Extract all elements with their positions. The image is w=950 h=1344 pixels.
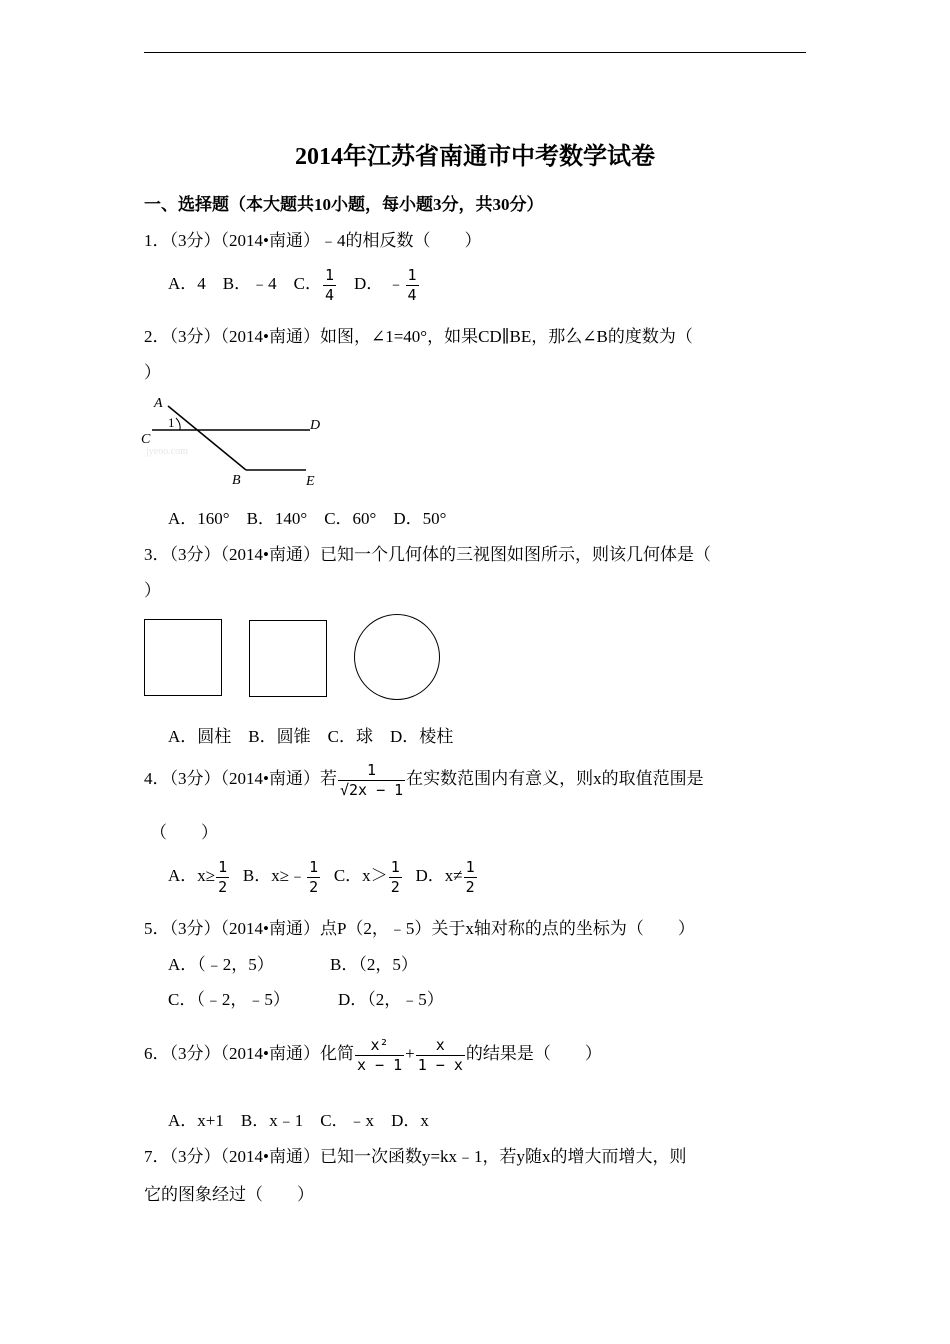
q6-plus: +	[405, 1044, 415, 1063]
q5-option-d: D．（2，﹣5）	[338, 990, 444, 1009]
q4-stem-post: 在实数范围内有意义，则x的取值范围是	[406, 769, 704, 788]
q4-option-b: B．x≥﹣	[242, 866, 307, 885]
q5-option-c: C．（﹣2，﹣5）	[168, 990, 290, 1009]
watermark: jyeoo.com	[146, 446, 188, 457]
q4-option-d: D．x≠	[415, 866, 463, 885]
q3-option-c: C．球	[327, 727, 373, 746]
question-4-stem-line1	[144, 756, 704, 802]
question-1-options	[168, 264, 420, 304]
label-b: B	[232, 473, 241, 488]
question-4-stem-line2: （ ）	[150, 823, 218, 842]
question-1-stem: 1．（3分）（2014•南通）﹣4的相反数（ ）	[144, 231, 482, 250]
q1-option-b: B．﹣4	[222, 274, 277, 293]
question-7-stem-line1: 7．（3分）（2014•南通）已知一次函数y=kx﹣1，若y随x的增大而增大，则	[144, 1147, 687, 1166]
q6-fraction-1: $\frac{\text{x²}}{x - 1}$	[356, 1035, 403, 1074]
question-6-stem	[144, 1028, 602, 1080]
q1-option-d-sign: ﹣	[387, 274, 405, 293]
label-c: C	[141, 432, 151, 447]
q4-option-c-fraction: $\frac{1}{2}$	[390, 857, 400, 896]
top-view-circle	[354, 614, 440, 700]
line-ab	[168, 406, 246, 470]
question-2-stem-line2: ）	[144, 363, 161, 382]
label-a: A	[154, 396, 163, 411]
q5-option-b: B．（2，5）	[330, 955, 418, 974]
question-2-options	[168, 504, 446, 529]
question-2-stem-line1: 2．（3分）（2014•南通）如图，∠1=40°，如果CD∥BE，那么∠B的度数为（	[144, 327, 693, 346]
question-3-stem-line1: 3．（3分）（2014•南通）已知一个几何体的三视图如图所示，则该几何体是（	[144, 545, 711, 564]
q6-option-c: C．﹣x	[320, 1111, 375, 1130]
label-e: E	[306, 474, 315, 489]
question-3-options	[168, 722, 453, 747]
q4-stem-pre: 4．（3分）（2014•南通）若	[144, 769, 337, 788]
q6-option-d: D．x	[391, 1111, 429, 1130]
question-2-figure	[138, 390, 338, 494]
q4-option-d-fraction: $\frac{1}{2}$	[465, 857, 475, 896]
question-7-stem-line2: 它的图象经过（ ）	[144, 1185, 314, 1204]
q6-option-a: A．x+1	[168, 1111, 224, 1130]
q1-option-d-fraction: $\frac{1}{4}$	[407, 265, 417, 304]
q2-option-a: A．160°	[168, 509, 230, 528]
q4-option-a-fraction: $\frac{1}{2}$	[218, 857, 228, 896]
question-4-options	[168, 856, 478, 896]
q6-stem-pre: 6．（3分）（2014•南通）化简	[144, 1044, 354, 1063]
q1-option-a: A．4	[168, 274, 206, 293]
q6-stem-post: 的结果是（ ）	[465, 1044, 602, 1063]
q4-option-a: A．x≥	[168, 866, 216, 885]
side-view-square	[249, 620, 327, 697]
q6-option-b: B．x﹣1	[240, 1111, 304, 1130]
q2-option-d: D．50°	[393, 509, 447, 528]
q1-option-c-label: C．	[293, 274, 322, 293]
front-view-square	[144, 619, 222, 696]
q2-option-c: C．60°	[324, 509, 377, 528]
question-5-stem: 5．（3分）（2014•南通）点P（2，﹣5）关于x轴对称的点的坐标为（ ）	[144, 919, 695, 938]
label-angle-1: 1	[168, 415, 175, 430]
header-rule	[144, 52, 806, 53]
q4-option-c: C．x＞	[333, 866, 388, 885]
q3-option-b: B．圆锥	[248, 727, 311, 746]
question-6-options	[168, 1106, 429, 1131]
q1-option-d-label: D．	[354, 274, 384, 293]
question-3-stem-line2: ）	[144, 581, 161, 600]
label-d: D	[310, 418, 321, 433]
section-heading: 一、选择题（本大题共10小题，每小题3分，共30分）	[144, 195, 544, 214]
q1-option-c-fraction: $\frac{1}{4}$	[324, 265, 334, 304]
q4-radical-fraction: $\frac{1}{√2x - 1}$	[339, 760, 404, 799]
q6-fraction-2: $\frac{x}{1 - x}$	[417, 1035, 463, 1074]
page-title: 2014年江苏省南通市中考数学试卷	[295, 144, 655, 170]
q3-option-a: A．圆柱	[168, 727, 232, 746]
q2-option-b: B．140°	[246, 509, 308, 528]
q5-option-a: A．（﹣2，5）	[168, 955, 274, 974]
q4-option-b-fraction: $\frac{1}{2}$	[309, 857, 319, 896]
angle-1-arc	[176, 418, 180, 430]
q3-option-d: D．棱柱	[389, 727, 454, 746]
